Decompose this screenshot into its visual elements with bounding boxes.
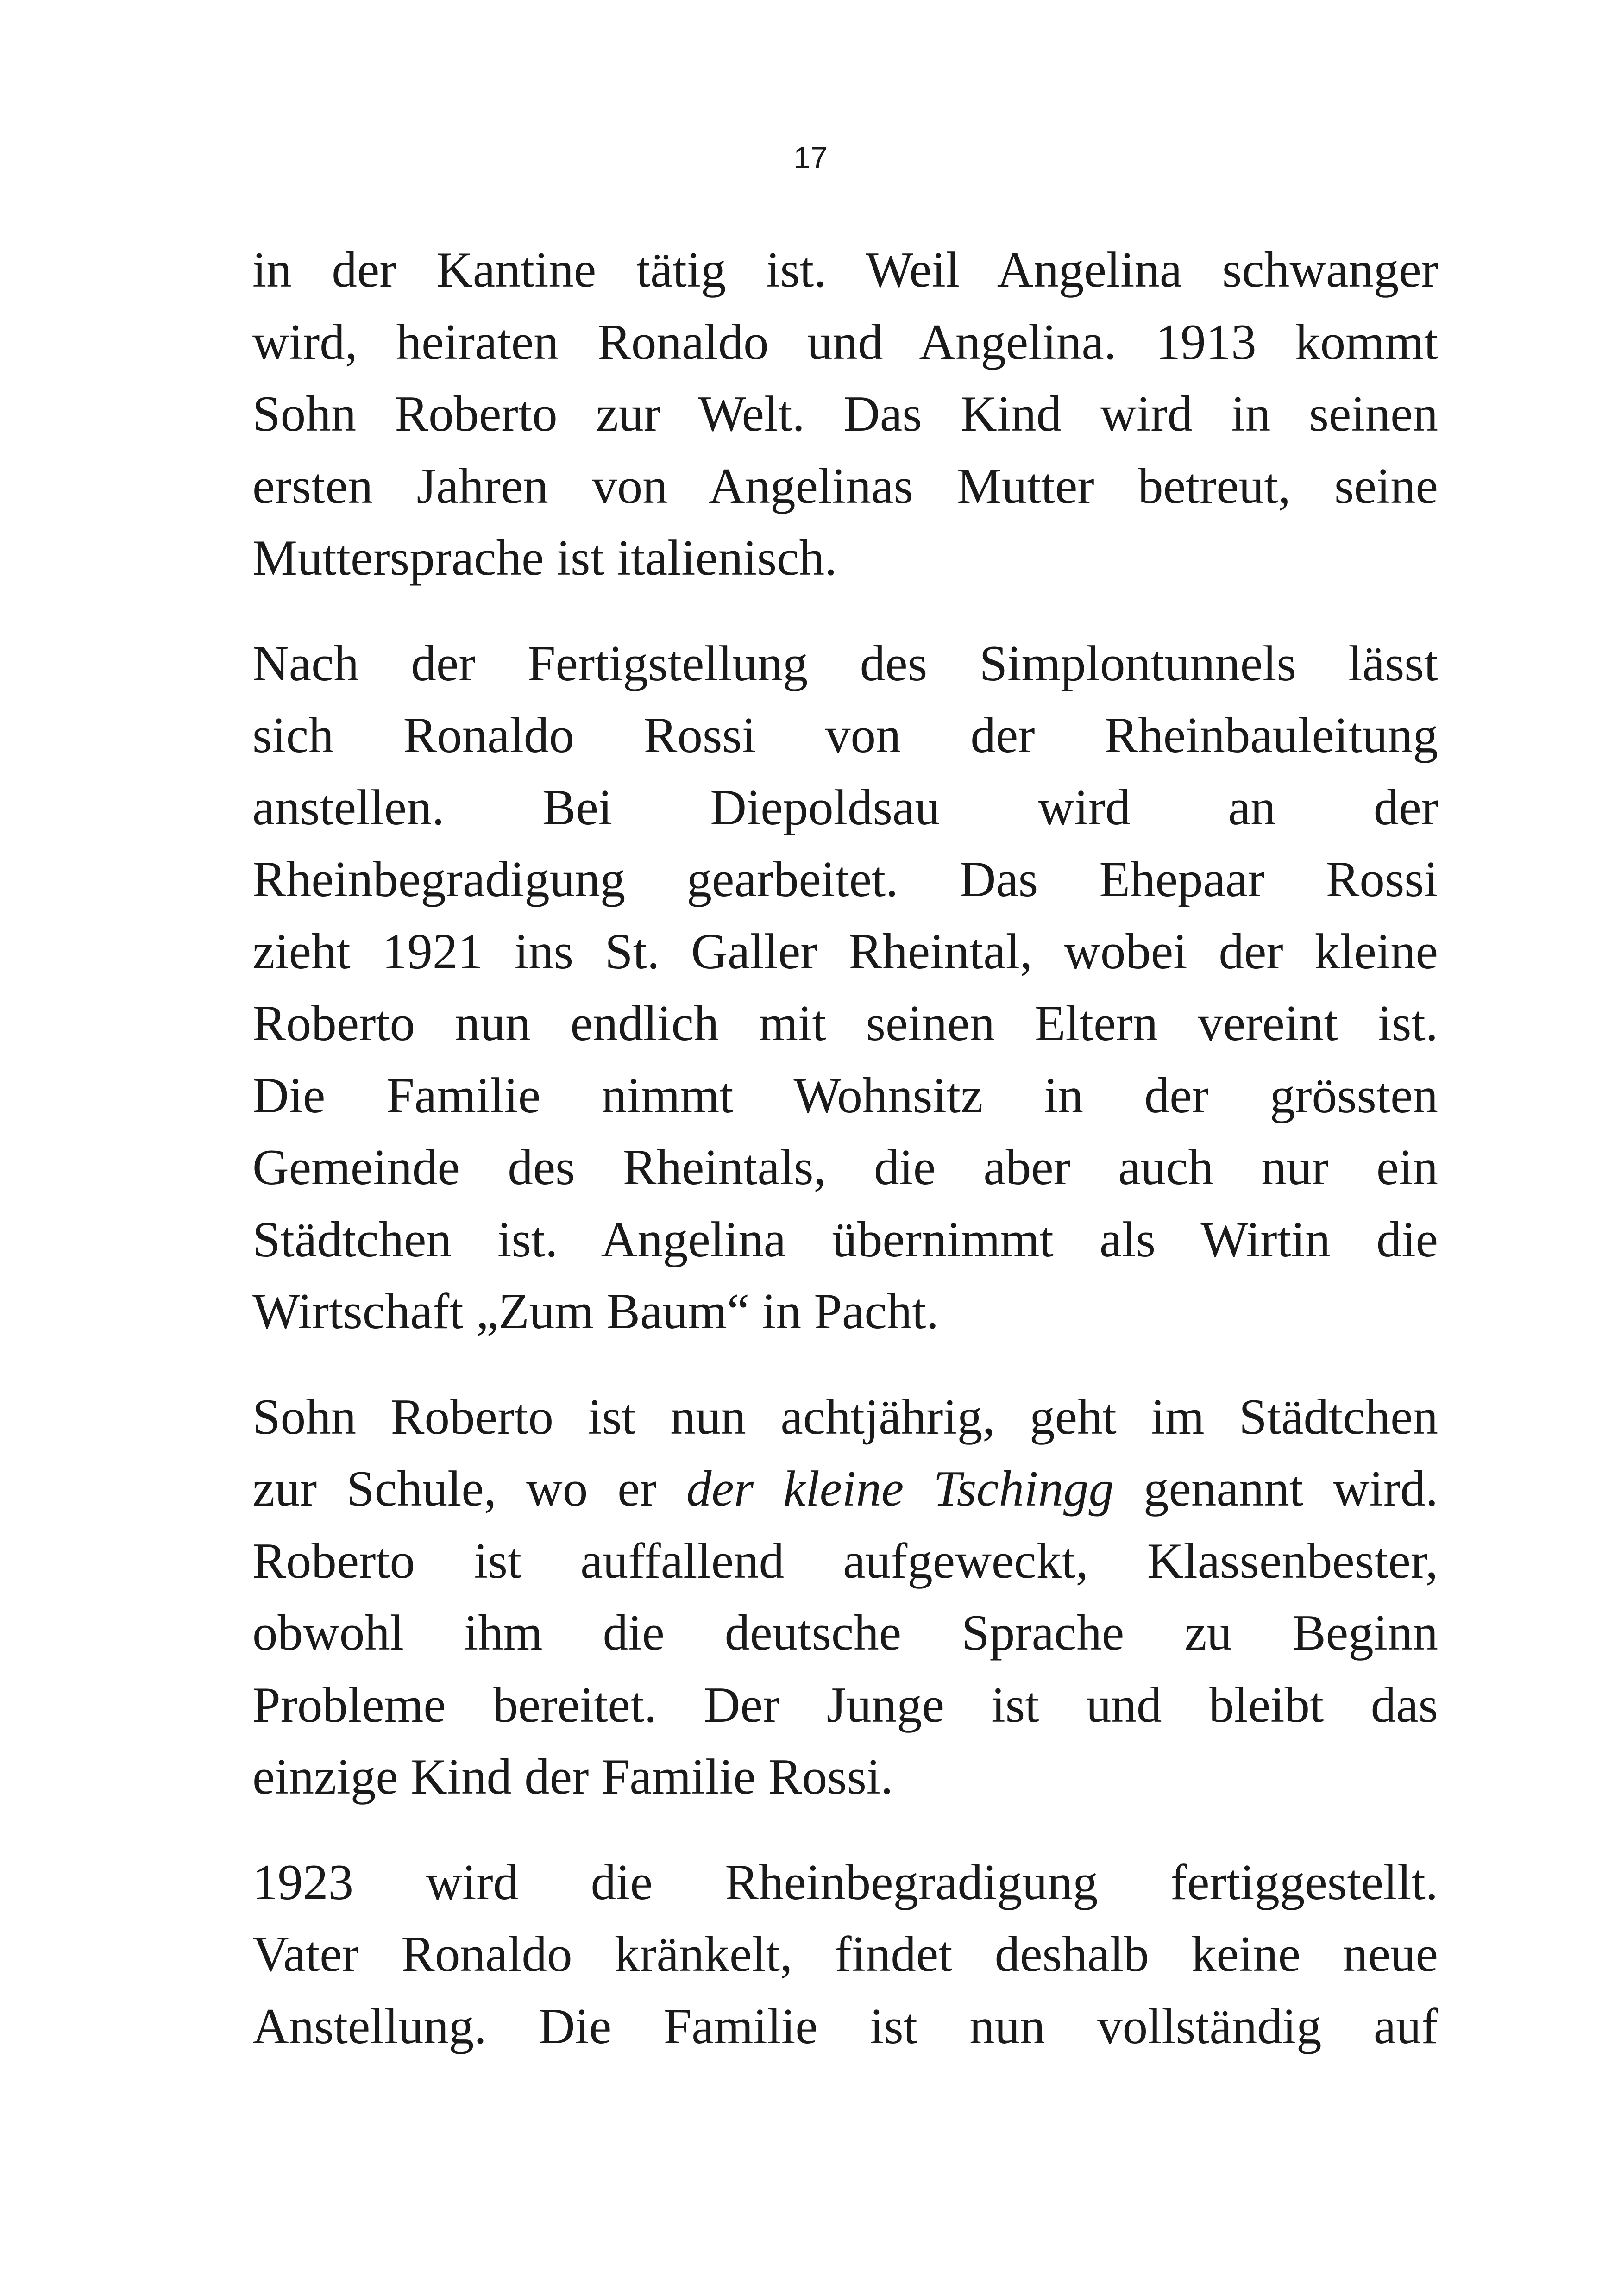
text-line: wird, heiraten Ronaldo und Angelina. 1913 kommt bbox=[252, 314, 1438, 370]
text-line: Roberto nun endlich mit seinen Eltern vereint ist. bbox=[252, 995, 1438, 1051]
text-body bbox=[252, 234, 1438, 2095]
text-line: ersten Jahren von Angelinas Mutter betreut, seine bbox=[252, 458, 1438, 514]
text-line-with-italic bbox=[252, 1453, 1438, 1525]
text-line: anstellen. Bei Diepoldsau wird an der bbox=[252, 779, 1438, 835]
paragraph-4 bbox=[252, 1846, 1438, 2063]
text-line: Nach der Fertigstellung des Simplontunnels lässt bbox=[252, 635, 1438, 691]
text-line: Probleme bereitet. Der Junge ist und bleibt das bbox=[252, 1676, 1438, 1733]
italic-phrase: der kleine Tschingg bbox=[686, 1461, 1114, 1517]
text-line: Rheinbegradigung gearbeitet. Das Ehepaar Rossi bbox=[252, 851, 1438, 907]
text-line: einzige Kind der Familie Rossi. bbox=[252, 1749, 893, 1805]
text-line: Muttersprache ist italienisch. bbox=[252, 530, 837, 586]
text-line: zieht 1921 ins St. Galler Rheintal, wobei der kleine bbox=[252, 923, 1438, 979]
paragraph-2 bbox=[252, 627, 1438, 1348]
paragraph-3 bbox=[252, 1381, 1438, 1813]
text-line: obwohl ihm die deutsche Sprache zu Beginn bbox=[252, 1605, 1438, 1661]
text-line: Vater Ronaldo kränkelt, findet deshalb keine neue bbox=[252, 1926, 1438, 1982]
text-line: in der Kantine tätig ist. Weil Angelina schwanger bbox=[252, 242, 1438, 298]
text-line: Wirtschaft „Zum Baum“ in Pacht. bbox=[252, 1283, 939, 1339]
text-line: Die Familie nimmt Wohnsitz in der grössten bbox=[252, 1067, 1438, 1123]
text-line: Roberto ist auffallend aufgeweckt, Klassenbester, bbox=[252, 1532, 1438, 1589]
text-line: Städtchen ist. Angelina übernimmt als Wirtin die bbox=[252, 1211, 1438, 1267]
text-line: Gemeinde des Rheintals, die aber auch nur ein bbox=[252, 1139, 1438, 1195]
page-number: 17 bbox=[793, 140, 828, 175]
text-segment: zur Schule, wo er bbox=[252, 1461, 686, 1517]
text-segment: genannt wird. bbox=[1113, 1461, 1439, 1517]
text-line: Sohn Roberto ist nun achtjährig, geht im Städtchen bbox=[252, 1388, 1438, 1445]
text-line: 1923 wird die Rheinbegradigung fertiggestellt. bbox=[252, 1854, 1438, 1910]
text-line: Anstellung. Die Familie ist nun vollständig auf bbox=[252, 1998, 1438, 2054]
paragraph-1 bbox=[252, 234, 1438, 594]
text-line: Sohn Roberto zur Welt. Das Kind wird in seinen bbox=[252, 386, 1438, 442]
text-line: sich Ronaldo Rossi von der Rheinbauleitung bbox=[252, 707, 1438, 763]
